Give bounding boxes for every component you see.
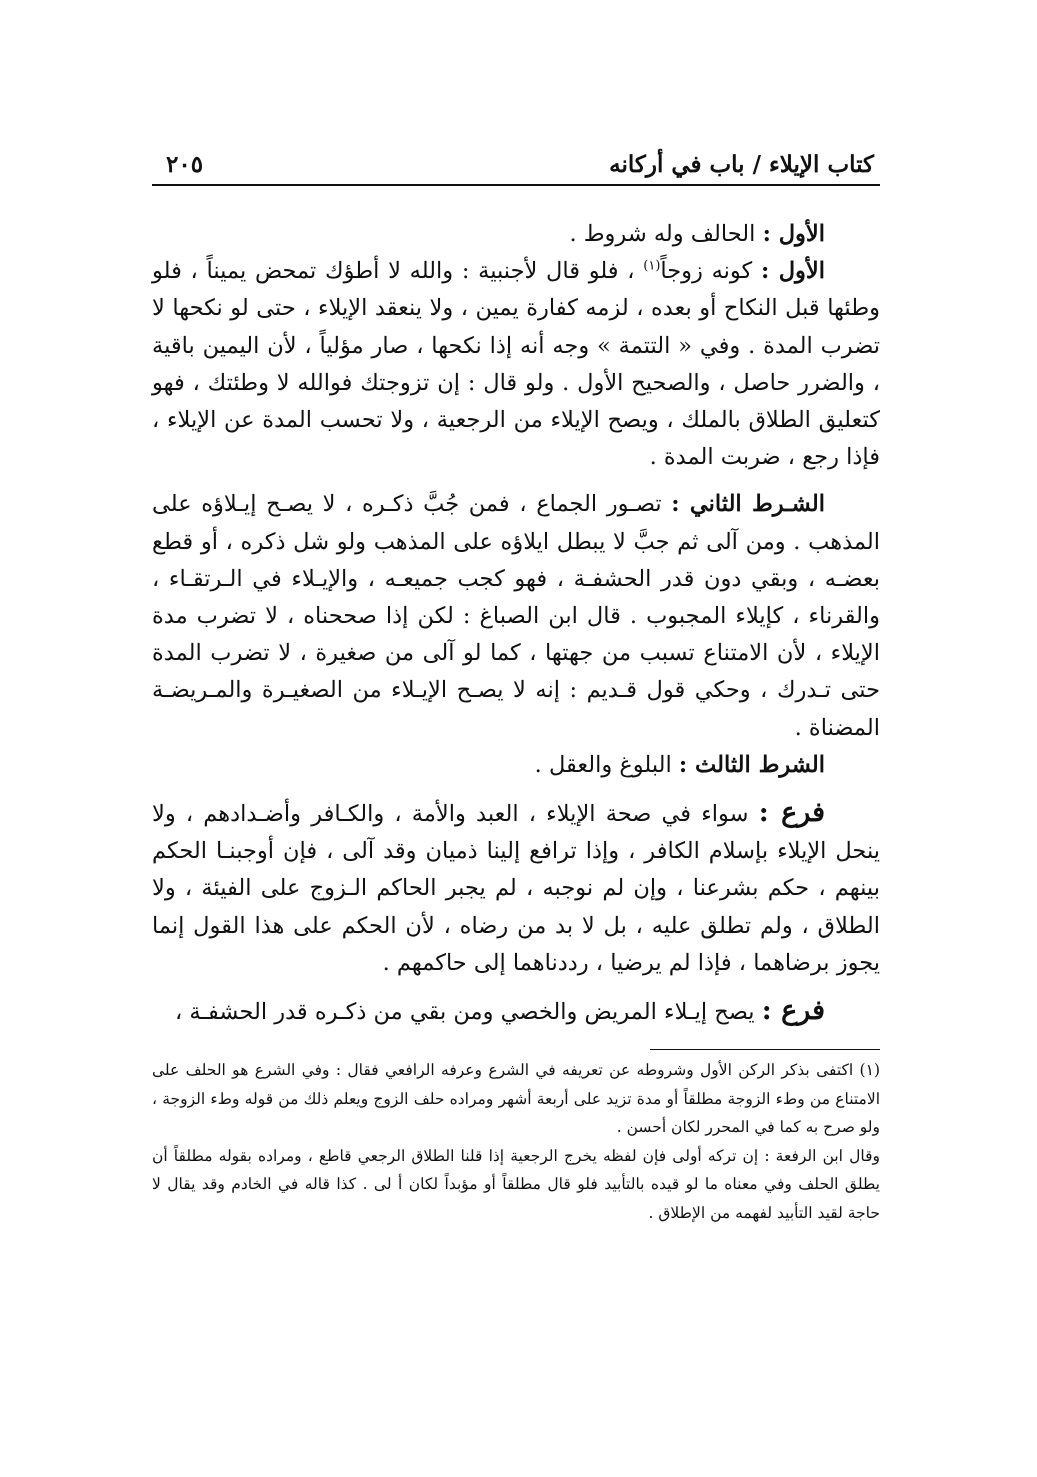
paragraph-text-before-ref: كونه زوجاً [660, 258, 761, 285]
paragraph-text: البلوغ والعقل . [534, 751, 679, 778]
paragraph-lead: الأول : [761, 258, 826, 285]
paragraph-lead: فرع : [761, 995, 825, 1027]
paragraph-lead: الشـرط الثاني : [671, 491, 825, 518]
paragraph-text: الحالف وله شروط . [569, 221, 763, 247]
footnotes [152, 1056, 880, 1227]
paragraph-text: ، فلو قال لأجنبية : والله لا أطؤك تمحض يميناً ، فلو وطئها قبل النكاح أو بعده ، لزمه كفارة يمين ، ولا ينعقد الإيلاء ، حتى لو نكحها لا تضرب المدة . وفي « التتمة » وجه أنه إذا نكحها ، صار مؤلياً ، لأن اليمين باقية ، والضرر حاصل ، والصحيح الأول . ولو قال : إن تزوجتك فوالله لا وطئتك ، فهو كتعليق الطلاق بالملك ، ويصح الإيلاء من الرجعية ، ولا تحسب المدة عن الإيلاء ، فإذا رجع ، ضربت المدة . [152, 258, 880, 471]
paragraph-text: تصـور الجماع ، فمن جُبَّ ذكـره ، لا يصـح إيـلاؤه على المذهب . ومن آلى ثم جبَّ لا يبطل ايلاؤه على المذهب ولو شل ذكره ، أو قطع بعضـه ، وبقي دون قدر الحشفـة ، فهو كجب جميعـه ، والإيـلاء في الـرتقـاء ، والقرناء ، كإيلاء المجبوب . قال ابن الصباغ : لكن إذا صححناه ، لا تضرب مدة الإيلاء ، لأن الامتناع تسبب من جهتها ، كما لو آلى من صغيرة ، لا تضرب المدة حتى تـدرك ، وحكي قول قـديم : إنه لا يصـح الإيـلاء من الصغيـرة والمـريضـة المضناة . [152, 491, 880, 741]
footnote-text: وقال ابن الرفعة : إن تركه أولى فإن لفظه يخرج الرجعية إذا قلنا الطلاق الرجعي قاطع ، ومراده بقوله مطلقاً أن يطلق الحلف وفي معناه ما لو قيده بالتأبيد فلو قال مطلقاً أو مؤبداً لكان أ لى . كذا قاله في الخادم وقد يقال لا حاجة لقيد التأبيد لفهمه من الإطلاق . [152, 1146, 880, 1222]
paragraph-lead: الشرط الثالث : [678, 751, 825, 778]
paragraph-text: سواء في صحة الإيلاء ، العبد والأمة ، والكـافر وأضـدادهم ، ولا ينحل الإيلاء بإسلام الكافر ، وإذا ترافع إلينا ذميان وقد آلى ، فإن أوجبنـا الحكم بينهم ، حكم بشرعنا ، وإن لم نوجبه ، لم يجبر الحاكم الـزوج على الفيئة ، ولا الطلاق ، ولم تطلق عليه ، بل لا بد من رضاه ، لأن الحكم على هذا القول إنما يجوز برضاهما ، فإذا لم يرضيا ، رددناهما إلى حاكمهم . [152, 801, 880, 976]
paragraph-branch-1 [152, 794, 880, 982]
footnote-1-continued [152, 1142, 880, 1228]
paragraph-second-condition [152, 486, 880, 746]
paragraph-first-pillar [152, 216, 880, 253]
paragraph-branch-2 [152, 992, 880, 1031]
footnote-1 [152, 1056, 880, 1142]
paragraph-lead: الأول : [762, 221, 825, 247]
footnote-text: اكتفى بذكر الركن الأول وشروطه عن تعريفه في الشرع وعرفه الرافعي فقال : وفي الشرع هو الحلف على الامتناع من وطء الزوجة مطلقاً أو مدة تزيد على أربعة أشهر ومراده حلف الزوج ويعلم ذلك من قوله وطء الزوجة ، ولو صرح به كما في المحرر لكان أحسن . [152, 1061, 880, 1137]
paragraph-first-condition [152, 253, 880, 476]
main-text [152, 216, 880, 1031]
book-page [152, 130, 880, 1390]
footnote-marker: (١) [859, 1061, 880, 1080]
running-header [152, 130, 880, 186]
page-number: ٢٠٥ [166, 151, 204, 178]
paragraph-third-condition [152, 747, 880, 784]
footnote-divider [650, 1049, 880, 1050]
paragraph-lead: فرع : [758, 797, 825, 829]
chapter-title: كتاب الإيلاء / باب في أركانه [609, 151, 874, 178]
footnote-reference[interactable]: (١) [643, 258, 661, 274]
paragraph-text: يصح إيـلاء المريض والخصي ومن بقي من ذكـره قدر الحشفـة ، [174, 999, 762, 1026]
